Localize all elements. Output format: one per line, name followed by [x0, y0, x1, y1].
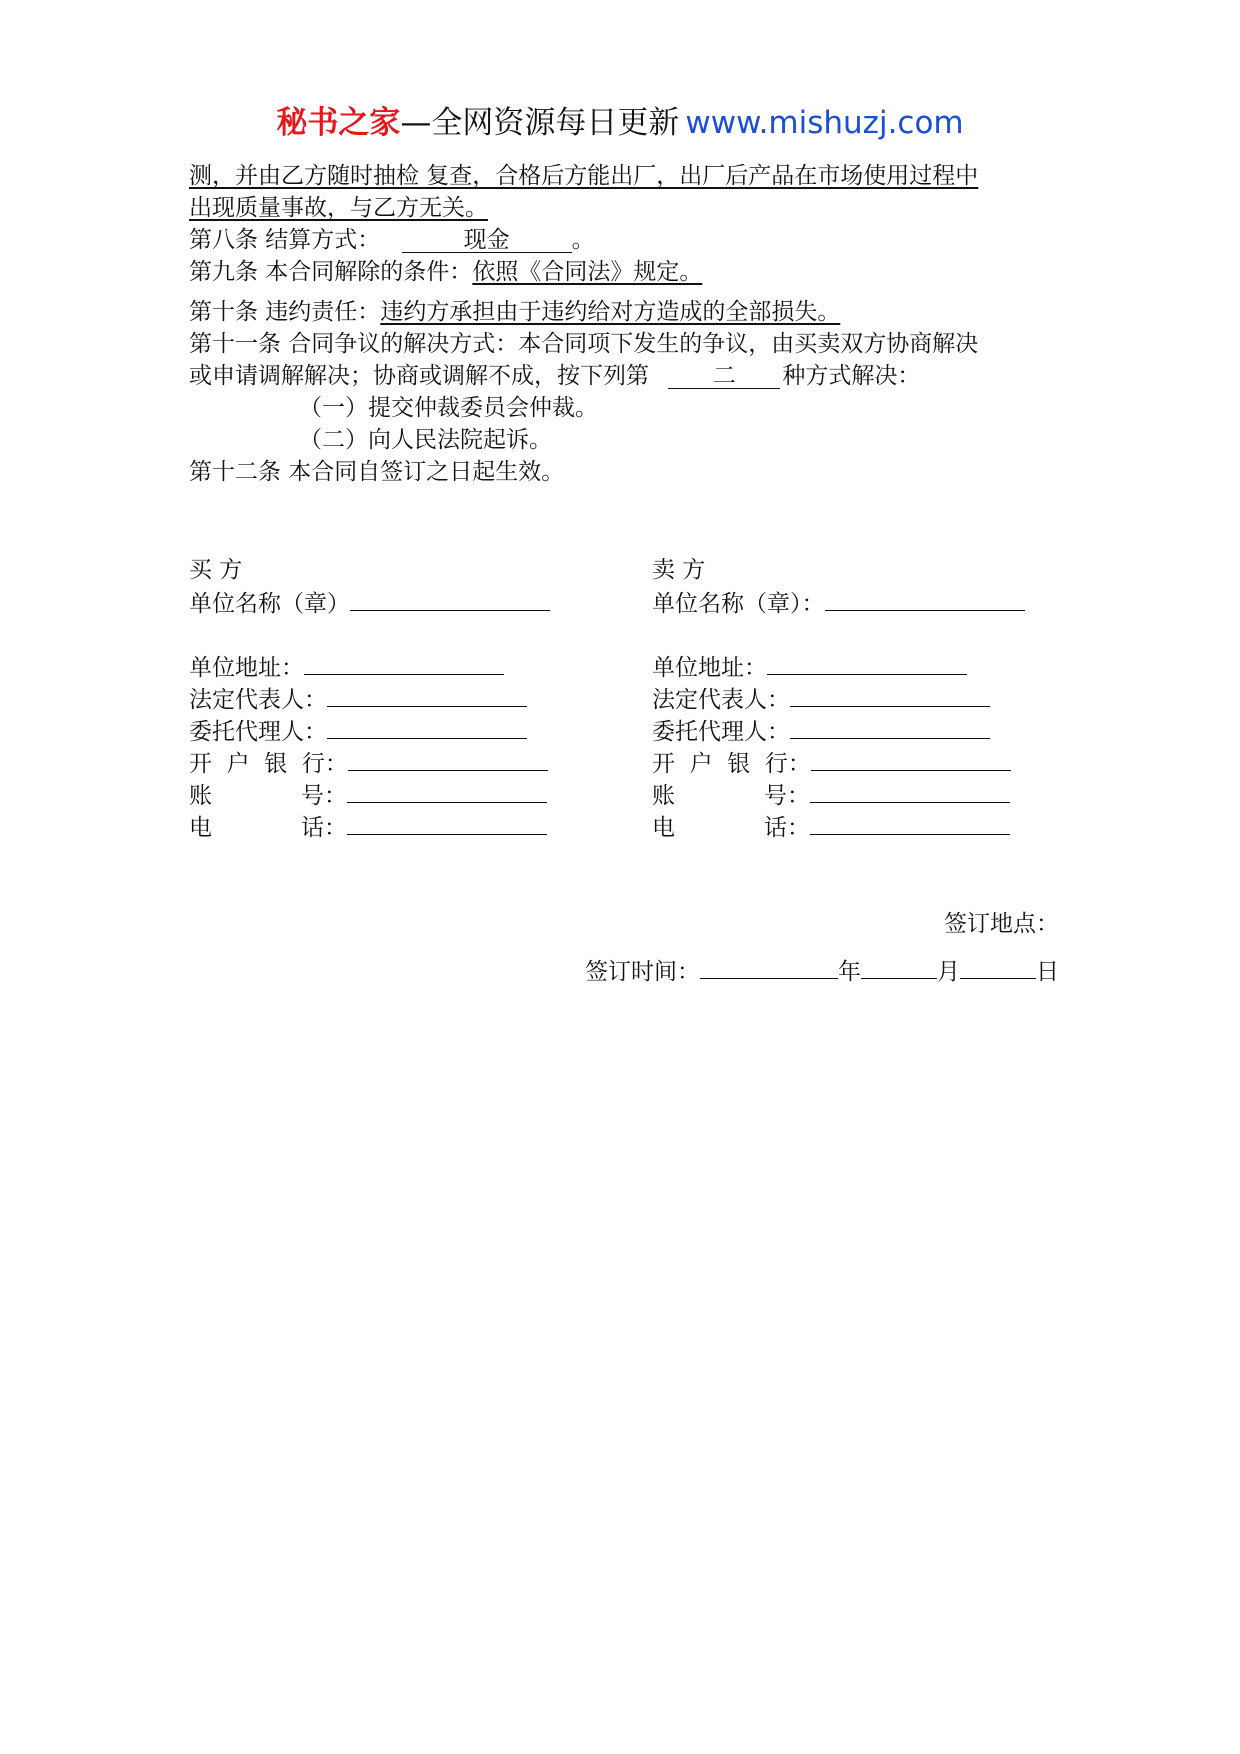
clause-10 — [189, 296, 1059, 328]
clause-8-value: 现金 — [402, 228, 572, 253]
buyer-phone-label-b: 话： — [301, 815, 347, 841]
seller-unit-name-row — [652, 586, 1025, 618]
buyer-bank-field[interactable] — [348, 746, 548, 771]
seller-title: 卖 方 — [652, 557, 706, 583]
buyer-account-label-b: 号： — [301, 783, 347, 809]
buyer-title: 买 方 — [189, 557, 243, 583]
buyer-unit-name-row — [189, 586, 550, 618]
buyer-account-field[interactable] — [347, 778, 547, 803]
header-tagline: —全网资源每日更新 — [400, 105, 680, 141]
buyer-unit-name-label: 单位名称（章） — [189, 591, 350, 617]
buyer-agent-label: 委托代理人： — [189, 719, 327, 745]
seller-legal-rep-field[interactable] — [790, 682, 990, 707]
clause-9-value: 依照《合同法》规定。 — [472, 259, 703, 285]
buyer-legal-rep-row — [189, 682, 527, 714]
signing-month-label: 月 — [937, 959, 960, 985]
buyer-address-row — [189, 650, 504, 682]
buyer-account-label-a: 账 — [189, 783, 212, 809]
buyer-account-row — [189, 778, 547, 810]
clause-12: 第十二条 本合同自签订之日起生效。 — [189, 459, 565, 485]
signing-month-field[interactable] — [861, 954, 937, 979]
buyer-phone-label-a: 电 — [189, 815, 212, 841]
seller-account-row — [652, 778, 1010, 810]
clause-11-line-1: 第十一条 合同争议的解决方式：本合同项下发生的争议，由买卖双方协商解决 — [189, 331, 979, 357]
buyer-agent-field[interactable] — [327, 714, 527, 739]
clause-9 — [189, 256, 1059, 288]
seller-address-label: 单位地址： — [652, 655, 767, 681]
buyer-phone-field[interactable] — [347, 810, 547, 835]
seller-unit-name-label: 单位名称（章）： — [652, 591, 825, 617]
seller-bank-field[interactable] — [811, 746, 1011, 771]
seller-account-label-b: 号： — [764, 783, 810, 809]
clause-11-value: 二 — [668, 364, 780, 389]
site-url-link[interactable]: www.mishuzj.com — [685, 105, 964, 141]
signing-place-row — [944, 908, 1059, 940]
clause-9-label: 第九条 本合同解除的条件： — [189, 259, 473, 285]
brand-name: 秘书之家 — [276, 105, 401, 141]
signing-place-label: 签订地点： — [944, 911, 1059, 937]
clause-7-line-1: 测，并由乙方随时抽检 复查，合格后方能出厂，出厂后产品在市场使用过程中 — [189, 163, 979, 189]
seller-legal-rep-label: 法定代表人： — [652, 687, 790, 713]
contract-body — [189, 160, 1059, 488]
clause-10-value: 违约方承担由于违约给对方造成的全部损失。 — [380, 299, 841, 325]
signing-time-row — [585, 954, 1059, 988]
clause-8-end: 。 — [571, 227, 595, 253]
seller-agent-label: 委托代理人： — [652, 719, 790, 745]
seller-agent-field[interactable] — [790, 714, 990, 739]
signing-day-label: 日 — [1036, 959, 1059, 985]
buyer-legal-rep-field[interactable] — [327, 682, 527, 707]
seller-agent-row — [652, 714, 990, 746]
signing-day-field[interactable] — [960, 954, 1036, 979]
signing-year-label: 年 — [838, 959, 861, 985]
signing-year-field[interactable] — [700, 954, 838, 979]
site-header — [0, 100, 1240, 146]
signing-time-label: 签订时间： — [585, 959, 700, 985]
seller-legal-rep-row — [652, 682, 990, 714]
buyer-phone-row — [189, 810, 547, 842]
seller-phone-label-b: 话： — [764, 815, 810, 841]
seller-address-field[interactable] — [767, 650, 967, 675]
seller-phone-row — [652, 810, 1010, 842]
buyer-agent-row — [189, 714, 527, 746]
clause-11-post: 种方式解决： — [782, 363, 921, 389]
seller-phone-field[interactable] — [810, 810, 1010, 835]
seller-phone-label-a: 电 — [652, 815, 675, 841]
buyer-bank-row — [189, 746, 548, 778]
buyer-unit-name-field[interactable] — [350, 586, 550, 611]
seller-bank-row — [652, 746, 1011, 778]
seller-account-label-a: 账 — [652, 783, 675, 809]
option-2: （二）向人民法院起诉。 — [299, 427, 552, 453]
seller-unit-name-field[interactable] — [825, 586, 1025, 611]
buyer-address-label: 单位地址： — [189, 655, 304, 681]
clause-7-line-2-text: 出现质量事故，与乙方无关。 — [189, 195, 488, 221]
seller-bank-label: 开 户 银 行： — [652, 751, 811, 777]
seller-address-row — [652, 650, 967, 682]
option-1: （一）提交仲裁委员会仲裁。 — [299, 395, 598, 421]
clause-11-line-2 — [189, 360, 1059, 392]
buyer-legal-rep-label: 法定代表人： — [189, 687, 327, 713]
seller-account-field[interactable] — [810, 778, 1010, 803]
clause-10-label: 第十条 违约责任： — [189, 299, 381, 325]
clause-8-label: 第八条 结算方式： — [189, 227, 381, 253]
buyer-bank-label: 开 户 银 行： — [189, 751, 348, 777]
buyer-address-field[interactable] — [304, 650, 504, 675]
clause-8 — [189, 224, 1059, 256]
clause-11-pre: 或申请调解解决；协商或调解不成，按下列第 — [189, 363, 649, 389]
clause-7-line-2 — [189, 192, 1059, 224]
